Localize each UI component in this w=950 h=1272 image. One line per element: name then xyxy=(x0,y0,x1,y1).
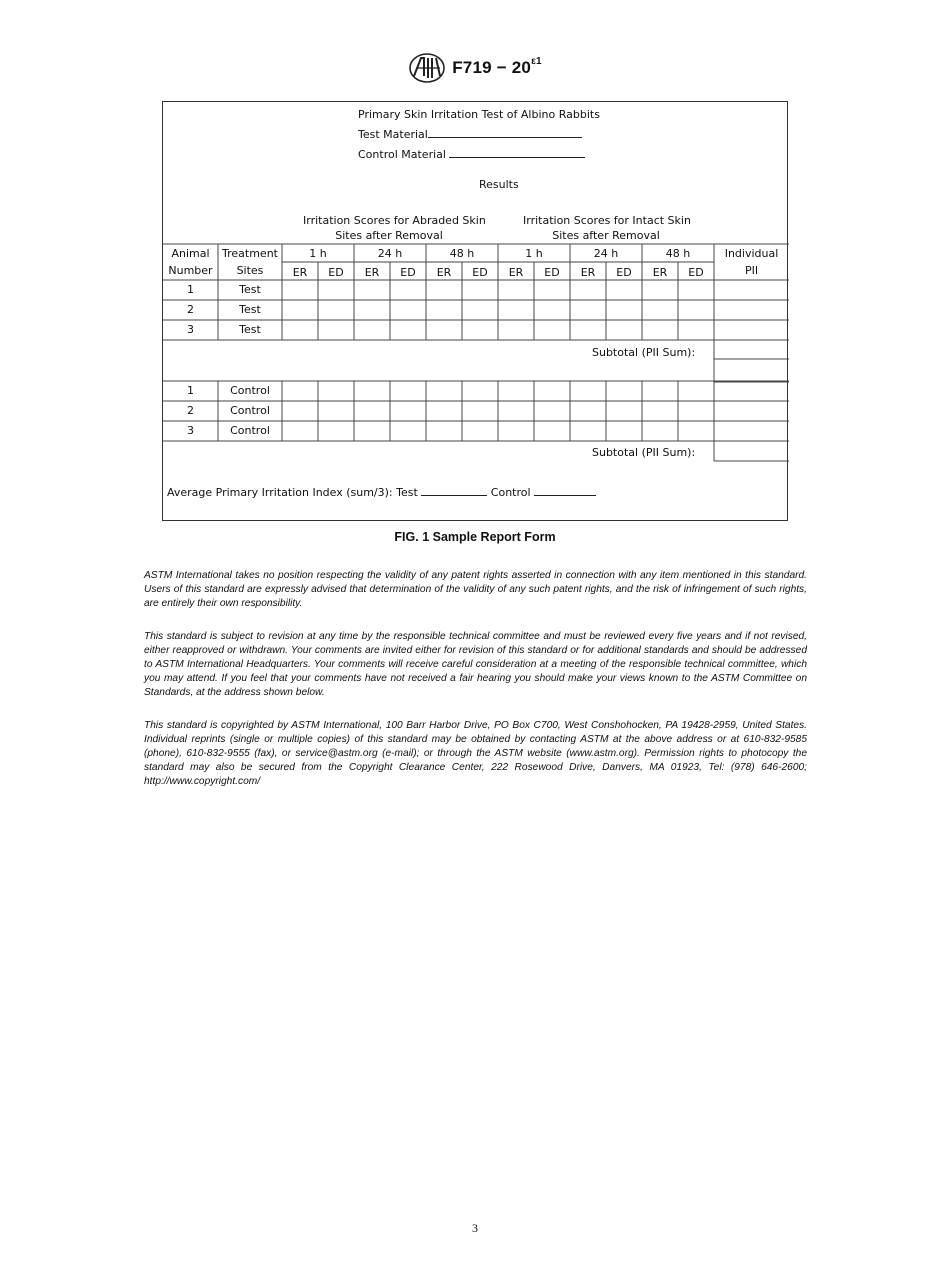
ed-header: ED xyxy=(616,266,632,279)
test-row-score-cell[interactable] xyxy=(606,320,642,340)
er-header: ER xyxy=(508,266,524,279)
control-row-score-cell[interactable] xyxy=(354,421,390,441)
test-material-label: Test Material xyxy=(358,128,428,141)
test-row-animal-number: 2 xyxy=(187,303,194,316)
test-row-animal-number: 1 xyxy=(187,283,194,296)
control-row-treatment-site: Control xyxy=(230,384,270,397)
sample-report-form xyxy=(162,101,788,521)
control-row-treatment-site: Control xyxy=(230,424,270,437)
test-row-score-cell[interactable] xyxy=(426,280,462,300)
control-row-score-cell[interactable] xyxy=(462,381,498,401)
page-header xyxy=(0,52,950,86)
ed-header: ED xyxy=(400,266,416,279)
control-row-score-cell[interactable] xyxy=(606,421,642,441)
patent-notice: ASTM International takes no position respecting the validity of any patent rights asserted in connection with any item mentioned in this standard. Users of this standard are expressly advised that determination of the validity of any such patent rights, and the risk of infringement of such rights, are entirely their own responsibility. xyxy=(144,570,807,609)
test-row-score-cell[interactable] xyxy=(498,320,534,340)
er-header: ER xyxy=(652,266,668,279)
test-material-blank[interactable] xyxy=(428,128,582,138)
test-row-score-cell[interactable] xyxy=(498,280,534,300)
test-row-animal-number: 3 xyxy=(187,323,194,336)
average-control-label: Control xyxy=(490,486,531,499)
test-row-score-cell[interactable] xyxy=(462,280,498,300)
treatment-sites-header: Sites xyxy=(236,264,264,277)
control-row-score-cell[interactable] xyxy=(390,401,426,421)
control-row-score-cell[interactable] xyxy=(462,421,498,441)
test-row-score-cell[interactable] xyxy=(282,320,318,340)
control-row-pii-cell[interactable] xyxy=(714,401,789,421)
test-row-score-cell[interactable] xyxy=(318,320,354,340)
control-row-pii-cell[interactable] xyxy=(714,381,789,401)
results-label: Results xyxy=(479,178,519,191)
time-header: 24 h xyxy=(377,247,403,260)
test-row-score-cell[interactable] xyxy=(390,320,426,340)
time-header: 1 h xyxy=(309,247,327,260)
form-title: Primary Skin Irritation Test of Albino Rabbits xyxy=(358,108,600,121)
test-row-score-cell[interactable] xyxy=(390,300,426,320)
time-header: 48 h xyxy=(665,247,691,260)
abraded-heading-line-2: Sites after Removal xyxy=(335,229,443,242)
test-subtotal-cell[interactable] xyxy=(714,340,789,359)
individual-pii-header: Individual xyxy=(724,247,779,260)
standard-designation: $F719 - 20^{\varepsilon 1}$ xyxy=(452,56,542,77)
control-row-score-cell[interactable] xyxy=(534,421,570,441)
control-row-score-cell[interactable] xyxy=(354,381,390,401)
edition-superscript: ε1 xyxy=(531,56,542,68)
control-row-score-cell[interactable] xyxy=(498,421,534,441)
test-row-score-cell[interactable] xyxy=(534,280,570,300)
test-row-score-cell[interactable] xyxy=(642,300,678,320)
control-row-score-cell[interactable] xyxy=(678,421,714,441)
figure-caption: FIG. 1 Sample Report Form xyxy=(394,530,556,544)
control-row-score-cell[interactable] xyxy=(390,381,426,401)
test-row-pii-cell[interactable] xyxy=(714,300,789,320)
test-subtotal-label: Subtotal (PII Sum): xyxy=(592,346,696,359)
control-row-score-cell[interactable] xyxy=(498,401,534,421)
test-row-score-cell[interactable] xyxy=(606,280,642,300)
test-row-score-cell[interactable] xyxy=(606,300,642,320)
control-row-score-cell[interactable] xyxy=(282,401,318,421)
er-header: ER xyxy=(580,266,596,279)
control-row-score-cell[interactable] xyxy=(426,401,462,421)
animal-number-header: Animal xyxy=(171,247,210,260)
control-row-score-cell[interactable] xyxy=(462,401,498,421)
test-row-score-cell[interactable] xyxy=(426,320,462,340)
test-row-score-cell[interactable] xyxy=(570,320,606,340)
test-row-treatment-site: Test xyxy=(239,283,261,296)
control-row-score-cell[interactable] xyxy=(426,381,462,401)
test-row-score-cell[interactable] xyxy=(534,320,570,340)
control-row-score-cell[interactable] xyxy=(642,381,678,401)
time-header: 24 h xyxy=(593,247,619,260)
ed-header: ED xyxy=(688,266,704,279)
test-material-line xyxy=(358,128,582,141)
control-row-score-cell[interactable] xyxy=(534,381,570,401)
treatment-sites-header: Treatment xyxy=(222,247,278,260)
control-material-line xyxy=(358,148,585,161)
average-test-blank[interactable] xyxy=(421,486,487,496)
test-row-treatment-site: Test xyxy=(239,303,261,316)
control-row-score-cell[interactable] xyxy=(282,421,318,441)
test-row-score-cell[interactable] xyxy=(426,300,462,320)
test-row-score-cell[interactable] xyxy=(570,280,606,300)
ed-header: ED xyxy=(328,266,344,279)
test-row-score-cell[interactable] xyxy=(354,300,390,320)
control-row-score-cell[interactable] xyxy=(498,381,534,401)
control-row-score-cell[interactable] xyxy=(354,401,390,421)
control-row-score-cell[interactable] xyxy=(390,421,426,441)
control-row-treatment-site: Control xyxy=(230,404,270,417)
average-control-blank[interactable] xyxy=(534,486,596,496)
er-header: ER xyxy=(292,266,308,279)
page-number: 3 xyxy=(472,1221,478,1235)
ed-header: ED xyxy=(472,266,488,279)
copyright-notice: This standard is copyrighted by ASTM International, 100 Barr Harbor Drive, PO Box C700, West Conshohocken, PA 19428-2959, United States. Individual reprints (single or multiple copies) of this standard may be obtained by contacting ASTM at the above address or at 610-832-9585 (phone), 610-832-9555 (fax), or service@astm.org (e-mail); or through the ASTM website (www.astm.org). Permission rights to photocopy the standard may also be secured from the Copyright Clearance Center, 222 Rosewood Drive, Danvers, MA 01923, Tel: (978) 646-2600; http://www.copyright.com/ xyxy=(144,720,807,787)
control-material-blank[interactable] xyxy=(449,148,585,158)
control-row-score-cell[interactable] xyxy=(606,381,642,401)
test-row-score-cell[interactable] xyxy=(354,280,390,300)
control-row-pii-cell[interactable] xyxy=(714,421,789,441)
test-row-score-cell[interactable] xyxy=(570,300,606,320)
test-row-score-cell[interactable] xyxy=(282,280,318,300)
time-header: 48 h xyxy=(449,247,475,260)
control-row-score-cell[interactable] xyxy=(318,401,354,421)
test-row-score-cell[interactable] xyxy=(642,280,678,300)
animal-number-header: Number xyxy=(168,264,213,277)
test-row-score-cell[interactable] xyxy=(390,280,426,300)
abraded-heading-line-1: Irritation Scores for Abraded Skin xyxy=(303,214,486,227)
control-row-score-cell[interactable] xyxy=(318,421,354,441)
test-row-score-cell[interactable] xyxy=(498,300,534,320)
control-material-label: Control Material xyxy=(358,148,446,161)
test-row-score-cell[interactable] xyxy=(678,280,714,300)
time-header: 1 h xyxy=(525,247,543,260)
average-index-label: Average Primary Irritation Index (sum/3): Test xyxy=(167,486,418,499)
control-row-score-cell[interactable] xyxy=(318,381,354,401)
test-row-score-cell[interactable] xyxy=(354,320,390,340)
control-row-animal-number: 1 xyxy=(187,384,194,397)
control-row-score-cell[interactable] xyxy=(678,401,714,421)
control-subtotal-label: Subtotal (PII Sum): xyxy=(592,446,696,459)
control-row-score-cell[interactable] xyxy=(426,421,462,441)
test-row-pii-cell[interactable] xyxy=(714,280,789,300)
control-row-score-cell[interactable] xyxy=(534,401,570,421)
control-row-animal-number: 3 xyxy=(187,424,194,437)
average-index-line xyxy=(167,486,596,499)
control-row-animal-number: 2 xyxy=(187,404,194,417)
test-row-score-cell[interactable] xyxy=(318,300,354,320)
test-row-score-cell[interactable] xyxy=(534,300,570,320)
test-row-score-cell[interactable] xyxy=(678,300,714,320)
test-row-score-cell[interactable] xyxy=(282,300,318,320)
control-row-score-cell[interactable] xyxy=(606,401,642,421)
control-row-score-cell[interactable] xyxy=(642,421,678,441)
revision-notice: This standard is subject to revision at any time by the responsible technical committee and must be reviewed every five years and if not revised, either reapproved or withdrawn. Your comments are invited either for revision of this standard or for additional standards and should be addressed to ASTM International Headquarters. Your comments will receive careful consideration at a meeting of the responsible technical committee, which you may attend. If you feel that your comments have not received a fair hearing you should make your views known to the ASTM Committee on Standards, at the address shown below. xyxy=(144,631,807,698)
control-subtotal-cell[interactable] xyxy=(714,441,789,461)
test-row-pii-cell[interactable] xyxy=(714,320,789,340)
intact-heading-line-1: Irritation Scores for Intact Skin xyxy=(523,214,691,227)
control-row-score-cell[interactable] xyxy=(642,401,678,421)
test-row-score-cell[interactable] xyxy=(462,300,498,320)
control-row-score-cell[interactable] xyxy=(570,401,606,421)
ed-header: ED xyxy=(544,266,560,279)
er-header: ER xyxy=(436,266,452,279)
intact-heading-line-2: Sites after Removal xyxy=(552,229,660,242)
test-row-treatment-site: Test xyxy=(239,323,261,336)
test-row-score-cell[interactable] xyxy=(318,280,354,300)
control-row-score-cell[interactable] xyxy=(678,381,714,401)
test-row-score-cell[interactable] xyxy=(678,320,714,340)
control-row-score-cell[interactable] xyxy=(282,381,318,401)
control-row-score-cell[interactable] xyxy=(570,381,606,401)
test-row-score-cell[interactable] xyxy=(642,320,678,340)
astm-logo-icon xyxy=(408,52,446,84)
test-row-score-cell[interactable] xyxy=(462,320,498,340)
individual-pii-header: PII xyxy=(744,264,759,277)
er-header: ER xyxy=(364,266,380,279)
control-row-score-cell[interactable] xyxy=(570,421,606,441)
